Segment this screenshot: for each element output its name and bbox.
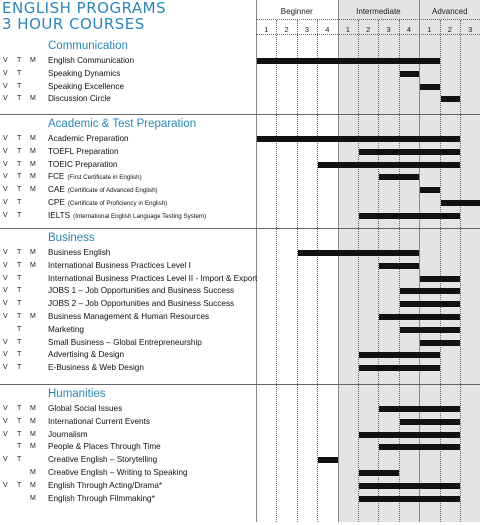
level-range-bar	[420, 84, 439, 90]
course-title: International Business Practices Level I	[48, 260, 191, 270]
delivery-flag-t: T	[17, 57, 22, 64]
course-name	[48, 94, 111, 103]
course-name	[48, 442, 161, 451]
header-line	[256, 19, 480, 20]
delivery-flag-t: T	[17, 186, 22, 194]
delivery-flag-v: V	[3, 417, 8, 425]
delivery-flag-m: M	[30, 173, 36, 181]
grid-left-border	[256, 0, 257, 522]
course-name	[48, 69, 120, 78]
level-label: Intermediate	[356, 7, 401, 16]
course-title: International Business Practices Level II - Import & Export	[48, 273, 258, 283]
section-title: Business	[48, 232, 95, 244]
delivery-flag-t: T	[17, 274, 22, 282]
level-number: 2	[447, 25, 452, 34]
course-name	[48, 211, 206, 220]
level-number: 2	[284, 25, 289, 34]
delivery-flag-m: M	[30, 417, 36, 425]
section-title: Humanities	[48, 388, 106, 400]
course-name	[48, 468, 188, 477]
delivery-flag-t: T	[17, 211, 22, 219]
course-title: TOEFL Preparation	[48, 146, 119, 156]
delivery-flag-t: T	[17, 364, 22, 372]
course-note: (Certificate of Proficiency in English)	[67, 200, 168, 207]
grid-column-line	[460, 20, 461, 522]
course-title: TOEIC Preparation	[48, 159, 118, 169]
course-title: Creative English – Writing to Speaking	[48, 468, 188, 477]
level-range-bar	[359, 149, 460, 155]
delivery-flag-v: V	[3, 199, 8, 206]
level-range-bar	[318, 457, 337, 463]
course-title: JOBS 2 – Job Opportunities and Business Success	[48, 299, 235, 309]
delivery-flag-t: T	[17, 300, 22, 308]
course-name	[48, 248, 110, 257]
delivery-flag-t: T	[17, 405, 22, 412]
delivery-flag-t: T	[17, 261, 22, 269]
level-number: 1	[264, 25, 269, 34]
delivery-flag-v: V	[3, 82, 8, 90]
course-title: Academic Preparation	[48, 134, 129, 143]
grid-column-line	[297, 20, 298, 522]
delivery-flag-v: V	[3, 135, 8, 142]
delivery-flag-v: V	[3, 211, 8, 219]
delivery-flag-v: V	[3, 351, 8, 359]
course-title: Creative English – Storytelling	[48, 455, 158, 465]
section-title: Academic & Test Preparation	[48, 118, 197, 130]
grid-column-line	[317, 20, 318, 522]
course-name	[48, 404, 122, 413]
delivery-flag-v: V	[3, 95, 8, 103]
delivery-flag-t: T	[17, 430, 22, 438]
level-number: 3	[468, 25, 473, 34]
delivery-flag-v: V	[3, 274, 8, 282]
level-range-bar	[420, 276, 460, 282]
course-title: Business Management & Human Resources	[48, 312, 210, 321]
delivery-flag-v: V	[3, 287, 8, 295]
level-range-bar	[420, 340, 460, 346]
course-name	[48, 455, 157, 464]
delivery-flag-m: M	[30, 249, 36, 256]
delivery-flag-t: T	[17, 481, 22, 489]
course-name	[48, 198, 167, 207]
delivery-flag-v: V	[3, 160, 8, 168]
delivery-flag-v: V	[3, 313, 8, 320]
delivery-flag-m: M	[30, 494, 36, 502]
delivery-flag-v: V	[3, 364, 8, 372]
course-note: (International English Language Testing System)	[73, 212, 207, 220]
level-range-bar	[379, 314, 460, 320]
delivery-flag-t: T	[17, 199, 22, 206]
delivery-flag-t: T	[17, 82, 22, 90]
grid-column-line	[358, 20, 359, 522]
course-title: Speaking Dynamics	[48, 68, 121, 78]
level-range-bar	[379, 174, 419, 180]
delivery-flag-v: V	[3, 405, 8, 412]
delivery-flag-v: V	[3, 300, 8, 308]
course-title: English Through Acting/Drama*	[48, 480, 163, 490]
level-range-bar	[359, 483, 460, 489]
level-range-bar	[359, 432, 460, 438]
course-name	[48, 82, 124, 91]
title-line-2: 3 HOUR COURSES	[2, 15, 145, 33]
section-rule	[0, 114, 480, 115]
level-range-bar	[400, 419, 460, 425]
delivery-flag-m: M	[30, 186, 36, 194]
delivery-flag-v: V	[3, 186, 8, 194]
section-rule	[0, 384, 480, 385]
course-name	[48, 172, 142, 181]
course-name	[48, 56, 134, 65]
delivery-flag-t: T	[17, 417, 22, 425]
header-line	[256, 34, 480, 35]
grid-column-line	[276, 20, 277, 522]
delivery-flag-v: V	[3, 261, 8, 269]
delivery-flag-v: V	[3, 338, 8, 346]
level-range-bar	[359, 365, 440, 371]
course-title: Advertising & Design	[48, 350, 124, 360]
course-name	[48, 147, 119, 156]
delivery-flag-v: V	[3, 69, 8, 77]
course-name	[48, 430, 88, 439]
course-note: (First Certificate in English)	[67, 174, 142, 182]
delivery-flag-v: V	[3, 481, 8, 489]
level-number: 1	[427, 25, 432, 34]
title-line-1: ENGLISH PROGRAMS	[2, 0, 167, 17]
delivery-flag-t: T	[17, 287, 22, 295]
delivery-flag-m: M	[30, 160, 36, 168]
delivery-flag-t: T	[17, 351, 22, 359]
delivery-flag-m: M	[30, 469, 36, 476]
level-range-bar	[379, 263, 419, 269]
course-title: Global Social Issues	[48, 404, 123, 413]
course-name	[48, 350, 124, 359]
delivery-flag-m: M	[30, 405, 36, 412]
course-title: FCE	[48, 172, 65, 182]
course-name	[48, 299, 234, 308]
delivery-flag-v: V	[3, 430, 8, 438]
delivery-flag-t: T	[17, 160, 22, 168]
delivery-flag-m: M	[30, 481, 36, 489]
delivery-flag-m: M	[30, 313, 36, 320]
course-name	[48, 363, 144, 372]
delivery-flag-m: M	[30, 95, 36, 103]
level-range-bar	[441, 200, 480, 206]
level-number: 2	[366, 25, 371, 34]
level-range-bar	[359, 496, 460, 502]
level-divider	[338, 0, 339, 522]
level-range-bar	[400, 71, 419, 77]
delivery-flag-t: T	[17, 313, 22, 320]
course-name	[48, 494, 155, 503]
level-range-bar	[298, 250, 419, 256]
course-name	[48, 185, 158, 194]
course-title: Marketing	[48, 324, 84, 334]
delivery-flag-m: M	[30, 430, 36, 438]
delivery-flag-t: T	[17, 135, 22, 142]
course-title: E-Business & Web Design	[48, 363, 144, 373]
course-name	[48, 274, 257, 283]
delivery-flag-m: M	[30, 147, 36, 155]
delivery-flag-m: M	[30, 135, 36, 142]
delivery-flag-v: V	[3, 456, 8, 464]
course-note: (Certificate of Advanced English)	[67, 187, 158, 195]
course-name	[48, 338, 202, 347]
course-title: Small Business – Global Entrepreneurship	[48, 337, 202, 347]
level-range-bar	[441, 96, 460, 102]
delivery-flag-m: M	[30, 261, 36, 269]
delivery-flag-t: T	[17, 338, 22, 346]
delivery-flag-v: V	[3, 249, 8, 256]
course-name	[48, 481, 162, 490]
delivery-flag-t: T	[17, 249, 22, 256]
level-number: 1	[345, 25, 350, 34]
level-label: Advanced	[431, 7, 468, 16]
level-range-bar	[359, 470, 399, 476]
level-range-bar	[379, 406, 460, 412]
level-number: 4	[325, 25, 330, 34]
course-title: Speaking Excellence	[48, 81, 125, 91]
course-name	[48, 417, 150, 426]
level-range-bar	[257, 136, 460, 142]
course-name	[48, 325, 84, 334]
course-title: English Through Filmmaking*	[48, 493, 155, 503]
course-title: Business English	[48, 248, 111, 257]
delivery-flag-t: T	[17, 69, 22, 77]
level-label: Beginner	[280, 7, 313, 16]
delivery-flag-t: T	[17, 443, 22, 451]
course-name	[48, 134, 129, 143]
level-range-bar	[379, 444, 460, 450]
level-range-bar	[359, 352, 440, 358]
level-range-bar	[257, 58, 440, 64]
level-range-bar	[400, 301, 460, 307]
section-rule	[0, 228, 480, 229]
level-range-bar	[318, 162, 460, 168]
level-number: 3	[304, 25, 310, 34]
delivery-flag-t: T	[17, 173, 22, 181]
level-range-bar	[420, 187, 439, 193]
course-title: Discussion Circle	[48, 94, 111, 104]
delivery-flag-v: V	[3, 147, 8, 155]
delivery-flag-t: T	[17, 147, 22, 155]
level-number: 4	[406, 25, 412, 34]
level-range-bar	[400, 288, 460, 294]
course-name	[48, 160, 117, 169]
course-title: CPE	[48, 198, 65, 207]
level-range-bar	[359, 213, 460, 219]
course-title: English Communication	[48, 56, 135, 65]
delivery-flag-t: T	[17, 95, 22, 103]
course-title: International Current Events	[48, 416, 150, 426]
level-range-bar	[400, 327, 460, 333]
level-number: 3	[386, 25, 391, 34]
course-title: JOBS 1 – Job Opportunities and Business Success	[48, 286, 235, 296]
course-name	[48, 286, 234, 295]
course-name	[48, 261, 191, 270]
delivery-flag-t: T	[17, 456, 22, 464]
course-title: Journalism	[48, 429, 88, 439]
delivery-flag-t: T	[17, 325, 22, 333]
delivery-flag-v: V	[3, 173, 8, 181]
delivery-flag-m: M	[30, 57, 36, 64]
delivery-flag-v: V	[3, 57, 8, 64]
delivery-flag-m: M	[30, 443, 36, 451]
section-title: Communication	[48, 40, 128, 52]
course-name	[48, 312, 209, 321]
course-title: CAE	[48, 185, 65, 195]
course-title: People & Places Through Time	[48, 442, 161, 452]
course-title: IELTS	[48, 210, 71, 220]
